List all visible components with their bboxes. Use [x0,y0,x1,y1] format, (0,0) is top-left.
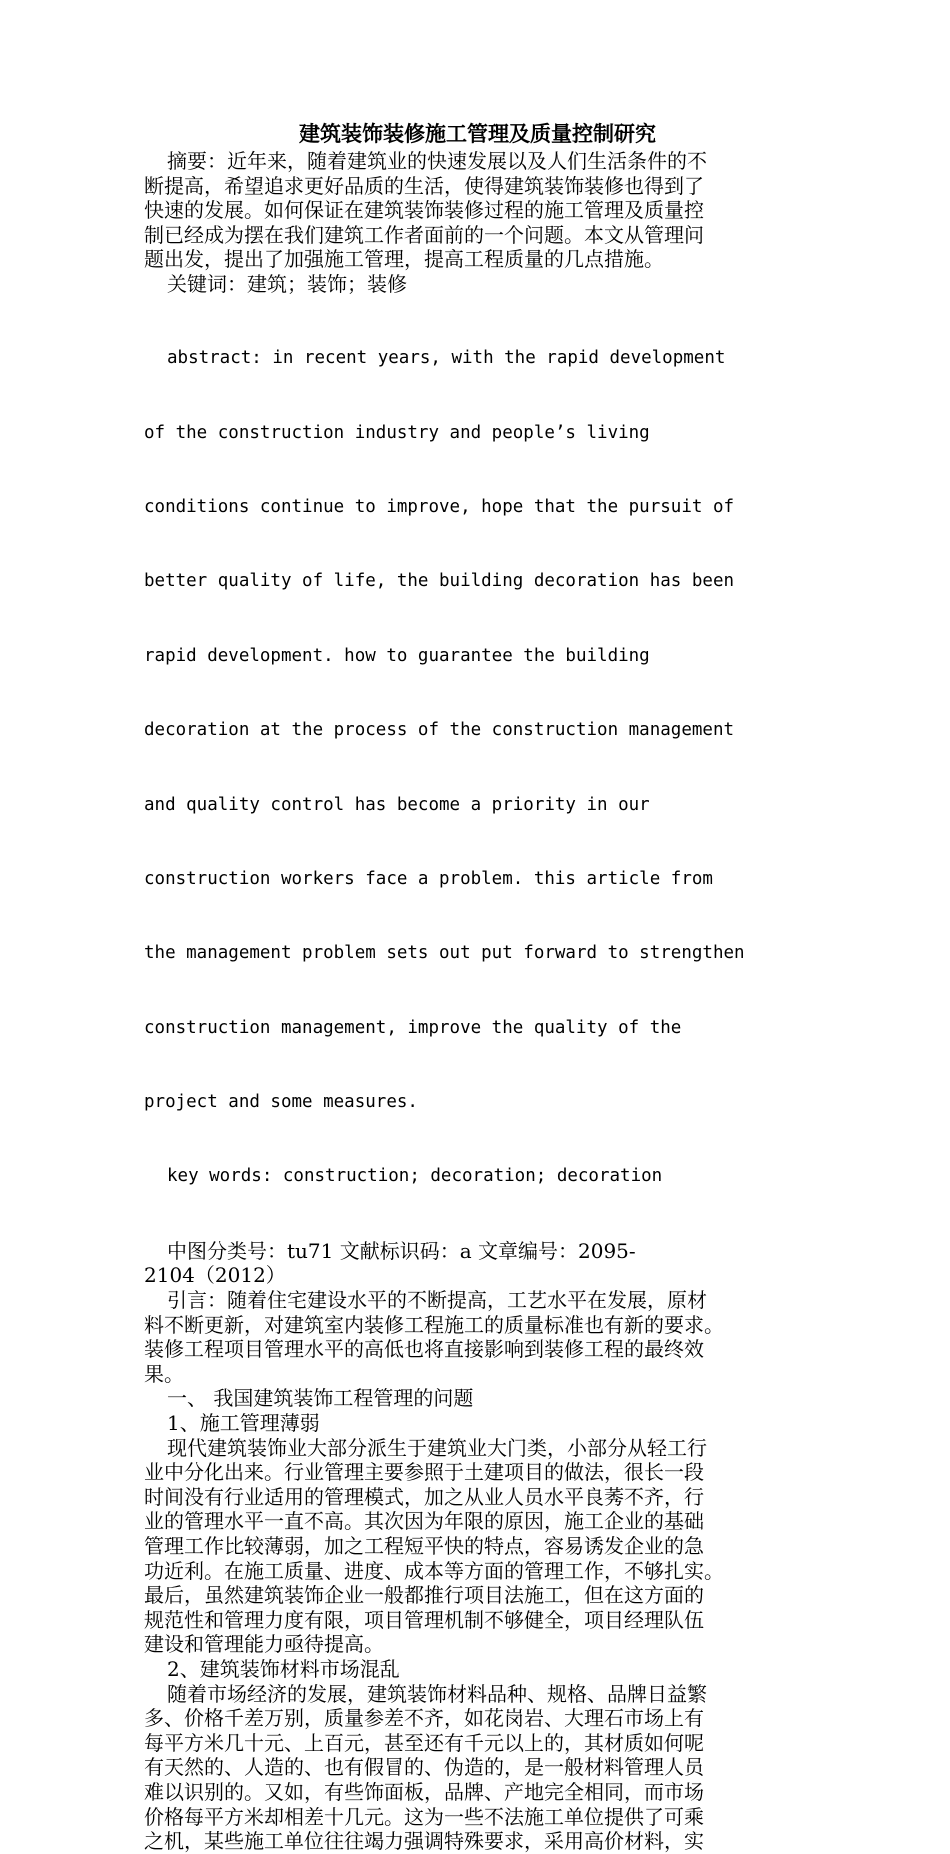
abstract-en [144,297,784,1239]
abstract-en-line: rapid development. how to guarantee the building [144,645,650,666]
paragraph-line: 随着市场经济的发展，建筑装饰材料品种、规格、品牌日益繁 [167,1681,707,1706]
paragraph-line: 业的管理水平一直不高。其次因为年限的原因，施工企业的基础 [144,1509,704,1534]
paragraph-line: 价格每平方米却相差十几元。这为一些不法施工单位提供了可乘 [144,1804,704,1829]
abstract-en-line: construction management, improve the quality of the [144,1017,682,1038]
paragraph-line: 规范性和管理力度有限，项目管理机制不够健全，项目经理队伍 [144,1607,704,1632]
section-1 [144,1386,784,1853]
subsection-heading: 1、施工管理薄弱 [167,1411,320,1435]
subsection-heading: 2、建筑装饰材料市场混乱 [167,1656,400,1681]
abstract-en-line: of the construction industry and people’s living [144,422,650,443]
document-title: 建筑装饰装修施工管理及质量控制研究 [299,121,656,146]
document-page [144,118,784,1854]
abstract-en-line: better quality of life, the building decoration has been [144,571,735,592]
intro-line: 果。 [144,1361,184,1386]
abstract-cn-line: 断提高，希望追求更好品质的生活，使得建筑装饰装修也得到了 [144,173,704,198]
intro-line: 料不断更新，对建筑室内装修工程施工的质量标准也有新的要求。 [144,1312,724,1337]
paragraph-line: 业中分化出来。行业管理主要参照于土建项目的做法，很长一段 [144,1460,704,1485]
abstract-en-line: and quality control has become a priority in our [144,794,650,815]
abstract-en-line: abstract: in recent years, with the rapid development [167,348,726,369]
paragraph-line: 最后，虽然建筑装饰企业一般都推行项目法施工，但在这方面的 [144,1583,704,1608]
section-heading: 一、 我国建筑装饰工程管理的问题 [167,1386,474,1411]
abstract-cn-line: 摘要：近年来，随着建筑业的快速发展以及人们生活条件的不 [167,149,707,173]
abstract-cn-line: 题出发，提出了加强施工管理，提高工程质量的几点措施。 [144,247,664,272]
keywords-cn-line: 关键词：建筑；装饰；装修 [167,271,407,296]
abstract-en-line: construction workers face a problem. this article from [144,868,713,889]
paragraph-line: 难以识别的。又如，有些饰面板，品牌、产地完全相同，而市场 [144,1779,704,1804]
paragraph-line: 功近利。在施工质量、进度、成本等方面的管理工作，不够扎实。 [144,1558,724,1583]
classification [144,1239,784,1288]
paragraph-line: 之机，某些施工单位往往竭力强调特殊要求，采用高价材料，实 [144,1829,704,1854]
abstract-en-line: decoration at the process of the construction management [144,720,735,741]
abstract-en-line: conditions continue to improve, hope that the pursuit of [144,496,735,517]
abstract-cn [144,149,784,272]
intro-line: 装修工程项目管理水平的高低也将直接影响到装修工程的最终效 [144,1337,704,1362]
paragraph-line: 建设和管理能力亟待提高。 [144,1632,384,1657]
paragraph-line: 有天然的、人造的、也有假冒的、伪造的，是一般材料管理人员 [144,1755,704,1780]
abstract-en-line: the management problem sets out put forward to strengthen [144,943,745,964]
abstract-cn-line: 制已经成为摆在我们建筑工作者面前的一个问题。本文从管理问 [144,222,704,247]
introduction [144,1288,784,1386]
abstract-en-line: project and some measures. [144,1092,418,1113]
paragraph-line: 每平方米几十元、上百元，甚至还有千元以上的，其材质如何呢 [144,1730,704,1755]
classification-line: 2104（2012） [144,1263,286,1288]
paragraph-line: 管理工作比较薄弱，加之工程短平快的特点，容易诱发企业的急 [144,1533,704,1558]
intro-line: 引言：随着住宅建设水平的不断提高，工艺水平在发展，原材 [167,1288,707,1313]
paragraph-line: 时间没有行业适用的管理模式，加之从业人员水平良莠不齐，行 [144,1484,704,1509]
abstract-cn-line: 快速的发展。如何保证在建筑装饰装修过程的施工管理及质量控 [144,198,704,223]
keywords-cn [144,272,784,297]
paragraph-line: 现代建筑装饰业大部分派生于建筑业大门类，小部分从轻工行 [167,1435,707,1460]
paragraph-line: 多、价格千差万别，质量参差不齐，如花岗岩、大理石市场上有 [144,1706,704,1731]
keywords-en-line: key words: construction; decoration; decoration [167,1166,663,1187]
classification-line: 中图分类号：tu71 文献标识码：a 文章编号：2095- [167,1238,636,1263]
